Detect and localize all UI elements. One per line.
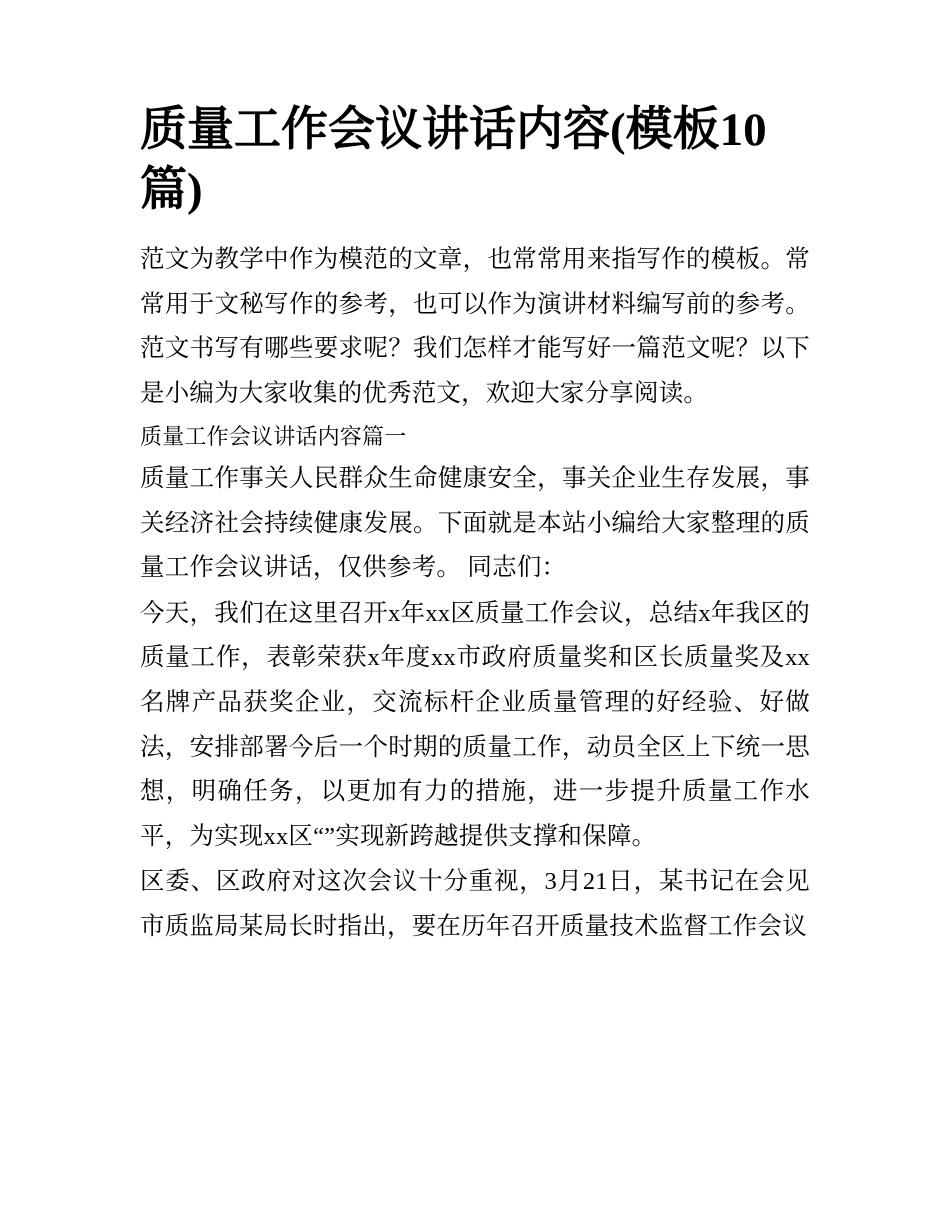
paragraph-1: 质量工作事关人民群众生命健康安全，事关企业生存发展，事关经济社会持续健康发展。下面就是本站小编给大家整理的质量工作会议讲话，仅供参考。 同志们：: [140, 465, 810, 582]
paragraph-3: 区委、区政府对这次会议十分重视，3月21日，某书记在会见市质监局某局长时指出，要在历年召开质量技术监督工作会议: [140, 868, 810, 940]
paragraph-intro: 范文为教学中作为模范的文章，也常常用来指写作的模板。常常用于文秘写作的参考，也可以作为演讲材料编写前的参考。范文书写有哪些要求呢？我们怎样才能写好一篇范文呢？以下是小编为大家收集的优秀范文，欢迎大家分享阅读。: [140, 246, 810, 408]
paragraph-2: 今天，我们在这里召开x年xx区质量工作会议，总结x年我区的质量工作，表彰荣获x年度xx市政府质量奖和区长质量奖及xx名牌产品获奖企业，交流标杆企业质量管理的好经验、好做法，安排部署今后一个时期的质量工作，动员全区上下统一思想，明确任务，以更加有力的措施，进一步提升质量工作水平，为实现xx区“”实现新跨越提供支撑和保障。: [140, 599, 810, 850]
section-heading: 质量工作会议讲话内容篇一: [140, 423, 407, 449]
page-title: 质量工作会议讲话内容(模板10篇): [140, 104, 767, 217]
